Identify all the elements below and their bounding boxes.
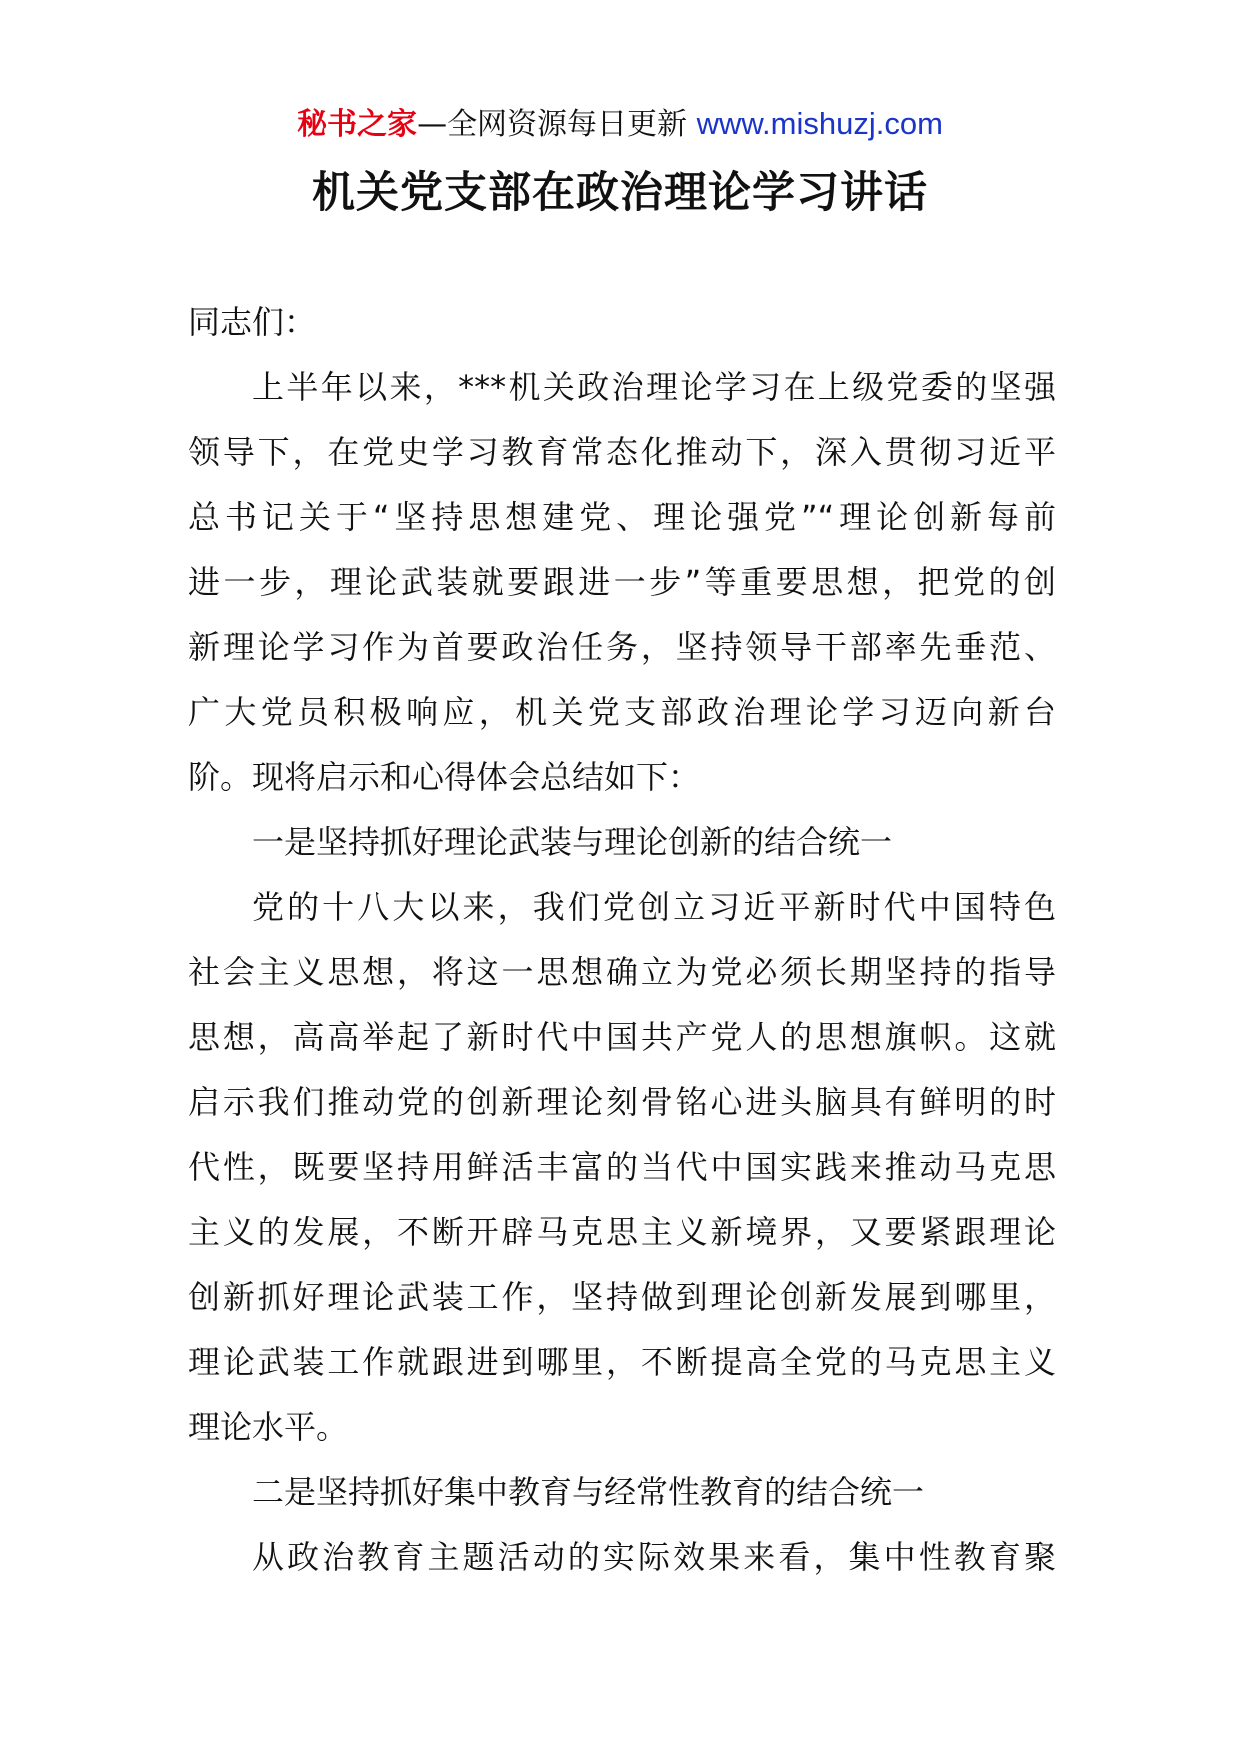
body-text-line: 启示我们推动党的创新理论刻骨铭心进头脑具有鲜明的时 <box>188 1083 1056 1121</box>
document-title: 机关党支部在政治理论学习讲话 <box>312 168 928 218</box>
body-text-line: 思想，高高举起了新时代中国共产党人的思想旗帜。这就 <box>188 1018 1056 1056</box>
body-text-line: 一是坚持抓好理论武装与理论创新的结合统一 <box>252 823 893 861</box>
body-text-line: 理论武装工作就跟进到哪里，不断提高全党的马克思主义 <box>188 1343 1056 1381</box>
document-body <box>188 290 1056 1590</box>
body-text-line: 理论水平。 <box>188 1408 349 1446</box>
body-text-line: 阶。现将启示和心得体会总结如下： <box>188 758 701 796</box>
body-text-line: 广大党员积极响应，机关党支部政治理论学习迈向新台 <box>188 693 1056 731</box>
body-text-line: 代性，既要坚持用鲜活丰富的当代中国实践来推动马克思 <box>188 1148 1056 1186</box>
body-text-line: 同志们： <box>188 303 317 341</box>
body-text-line: 二是坚持抓好集中教育与经常性教育的结合统一 <box>252 1473 925 1511</box>
body-text-line: 社会主义思想，将这一思想确立为党必须长期坚持的指导 <box>188 953 1056 991</box>
body-text-line: 进一步，理论武装就要跟进一步”等重要思想，把党的创 <box>188 563 1056 601</box>
brand-name: 秘书之家 <box>297 107 418 142</box>
body-text-line: 总书记关于“坚持思想建党、理论强党”“理论创新每前 <box>188 498 1056 536</box>
body-text-line: 新理论学习作为首要政治任务，坚持领导干部率先垂范、 <box>188 628 1056 666</box>
site-banner <box>0 102 1240 147</box>
body-text-line: 创新抓好理论武装工作，坚持做到理论创新发展到哪里， <box>188 1278 1056 1316</box>
banner-slogan: —全网资源每日更新 <box>417 107 688 142</box>
body-text-line: 从政治教育主题活动的实际效果来看，集中性教育聚 <box>252 1538 1056 1576</box>
site-url-link[interactable]: www.mishuzj.com <box>696 106 943 141</box>
body-text-line: 党的十八大以来，我们党创立习近平新时代中国特色 <box>252 888 1056 926</box>
body-text-line: 主义的发展，不断开辟马克思主义新境界，又要紧跟理论 <box>188 1213 1056 1251</box>
body-text-line: 领导下，在党史学习教育常态化推动下，深入贯彻习近平 <box>188 433 1056 471</box>
body-text-line: 上半年以来，***机关政治理论学习在上级党委的坚强 <box>252 368 1056 406</box>
